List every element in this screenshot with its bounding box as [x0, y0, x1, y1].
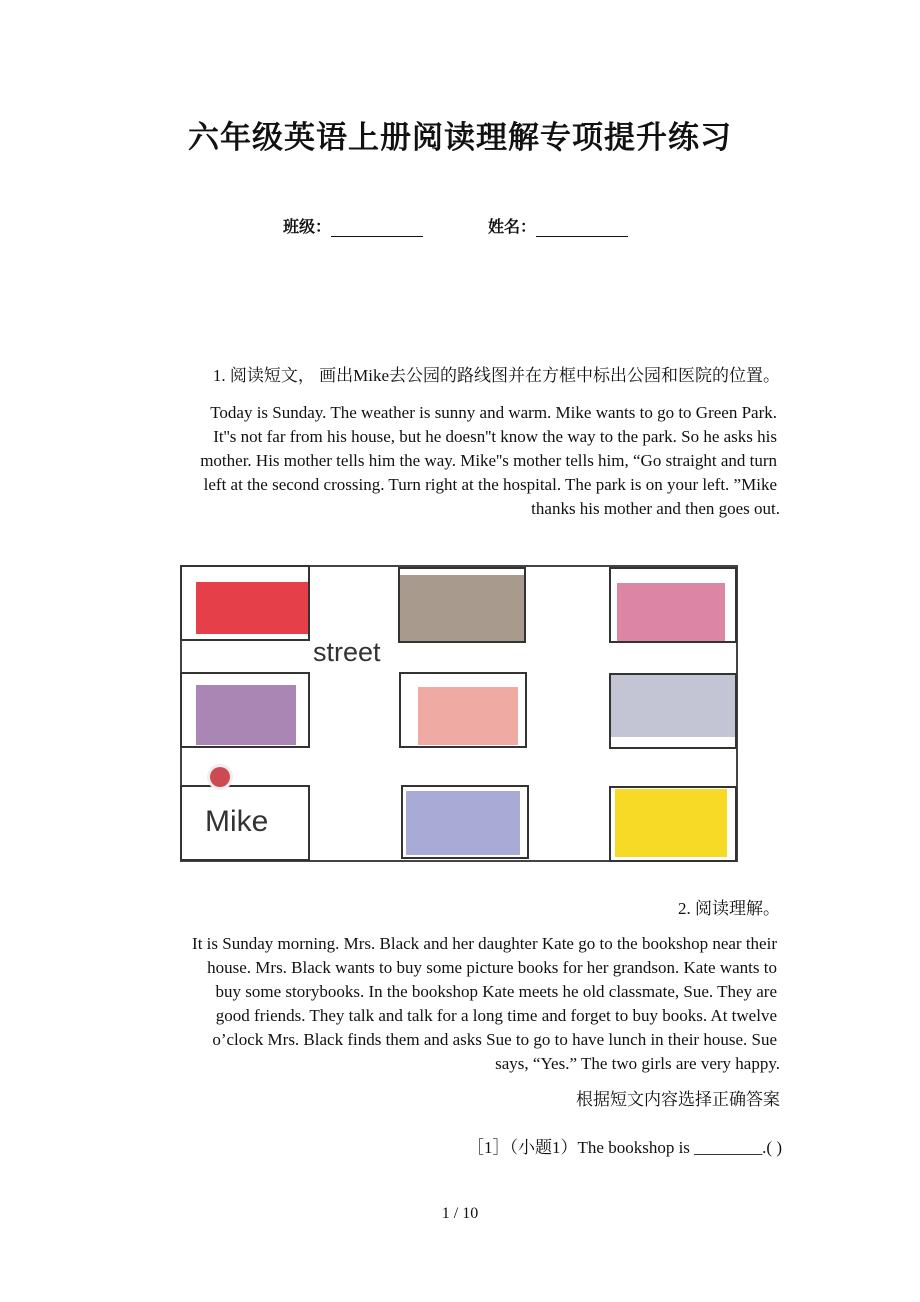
map-block-fill — [617, 583, 725, 641]
map-block-fill — [615, 789, 727, 857]
map-block-fill — [196, 582, 308, 634]
passage-line: thanks his mother and then goes out. — [531, 499, 780, 518]
passage-line: It''s not far from his house, but he doesn''t know the way to the park. So he asks his — [213, 427, 777, 446]
q2-question-1: ［1］（小题1）The bookshop is ________.( ) — [467, 1138, 782, 1157]
passage-line: buy some storybooks. In the bookshop Kate meets he old classmate, Sue. They are — [215, 982, 777, 1001]
q2-instruction: 2. 阅读理解。 — [678, 899, 780, 918]
q2-sub-instruction: 根据短文内容选择正确答案 — [576, 1090, 780, 1109]
name-field — [488, 214, 628, 237]
passage-line: left at the second crossing. Turn right at the hospital. The park is on your left. ”Mike — [203, 475, 777, 494]
street-label: street — [313, 637, 381, 667]
class-label: 班级： — [283, 217, 332, 236]
page-number: 1 / 10 — [441, 1205, 479, 1222]
route-map — [160, 555, 760, 875]
map-block-fill — [406, 791, 520, 855]
mike-label: Mike — [205, 805, 269, 838]
passage-line: says, “Yes.” The two girls are very happy. — [495, 1054, 780, 1073]
class-blank — [331, 220, 423, 237]
map-block-fill — [196, 685, 296, 745]
passage-line: It is Sunday morning. Mrs. Black and her daughter Kate go to the bookshop near their — [192, 934, 777, 953]
map-block-fill — [400, 575, 524, 641]
map-block-fill — [611, 675, 735, 737]
name-label: 姓名： — [488, 217, 537, 236]
passage-line: o’clock Mrs. Black finds them and asks Sue to go to have lunch in their house. Sue — [212, 1030, 777, 1049]
name-blank — [536, 220, 628, 237]
class-field — [283, 214, 423, 237]
passage-line: good friends. They talk and talk for a long time and forget to buy books. At twelve — [215, 1006, 777, 1025]
q1-instruction: 1. 阅读短文， 画出Mike去公园的路线图并在方框中标出公园和医院的位置。 — [212, 366, 780, 385]
mike-location-dot — [210, 767, 230, 787]
passage-line: mother. His mother tells him the way. Mike''s mother tells him, “Go straight and turn — [200, 451, 777, 470]
passage-line: Today is Sunday. The weather is sunny and warm. Mike wants to go to Green Park. — [210, 403, 777, 422]
page-title: 六年级英语上册阅读理解专项提升练习 — [188, 120, 732, 156]
map-block-fill — [418, 687, 518, 745]
passage-line: house. Mrs. Black wants to buy some picture books for her grandson. Kate wants to — [207, 958, 777, 977]
